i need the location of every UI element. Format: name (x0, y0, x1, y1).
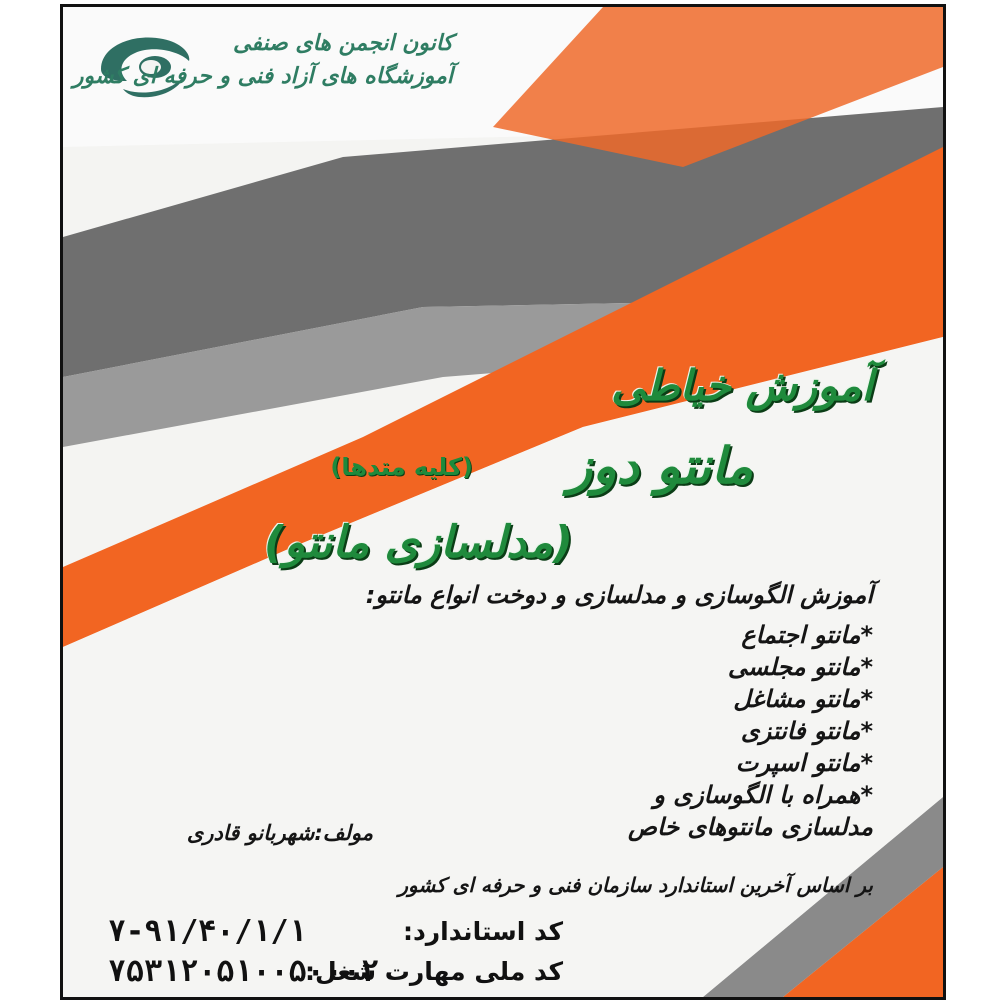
title-line2: مانتو دوز (568, 437, 753, 495)
book-cover (60, 4, 946, 1000)
contents-item: *مانتو مجلسی (727, 653, 873, 681)
author: مولف:شهربانو قادری (186, 821, 373, 845)
cover-background (63, 7, 943, 997)
contents-item: مدلسازی مانتوهای خاص (628, 813, 873, 841)
contents-item: *همراه با الگوسازی و (653, 781, 873, 809)
title-line1: آموزش خیاطی (611, 361, 873, 410)
skill-code-label: کد ملی مهارت شغل: (305, 957, 563, 986)
standard-note: بر اساس آخرین استاندارد سازمان فنی و حرفه ای کشور (398, 873, 873, 897)
title-line2-subtitle: (کلیه متدها) (330, 453, 473, 481)
skill-code-value: ۷۵۳۱۲۰۵۱۰۰۵۰۰۰۲ (108, 954, 379, 989)
association-name-line2: آموزشگاه های آزاد فنی و حرفه ای کشور (72, 64, 453, 89)
contents-intro: آموزش الگوسازی و مدلسازی و دوخت انواع مانتو: (365, 581, 873, 609)
standard-code-label: کد استاندارد: (402, 917, 563, 946)
association-name-line1: کانون انجمن های صنفی (232, 31, 453, 56)
contents-item: *مانتو اجتماع (741, 621, 873, 649)
contents-item: *مانتو فانتزی (740, 717, 873, 745)
standard-code-value: ۷-۹۱/۴۰/۱/۱ (108, 914, 307, 949)
contents-item: *مانتو مشاغل (733, 685, 873, 713)
title-line3: (مدلسازی مانتو) (263, 517, 573, 568)
contents-item: *مانتو اسپرت (735, 749, 873, 777)
